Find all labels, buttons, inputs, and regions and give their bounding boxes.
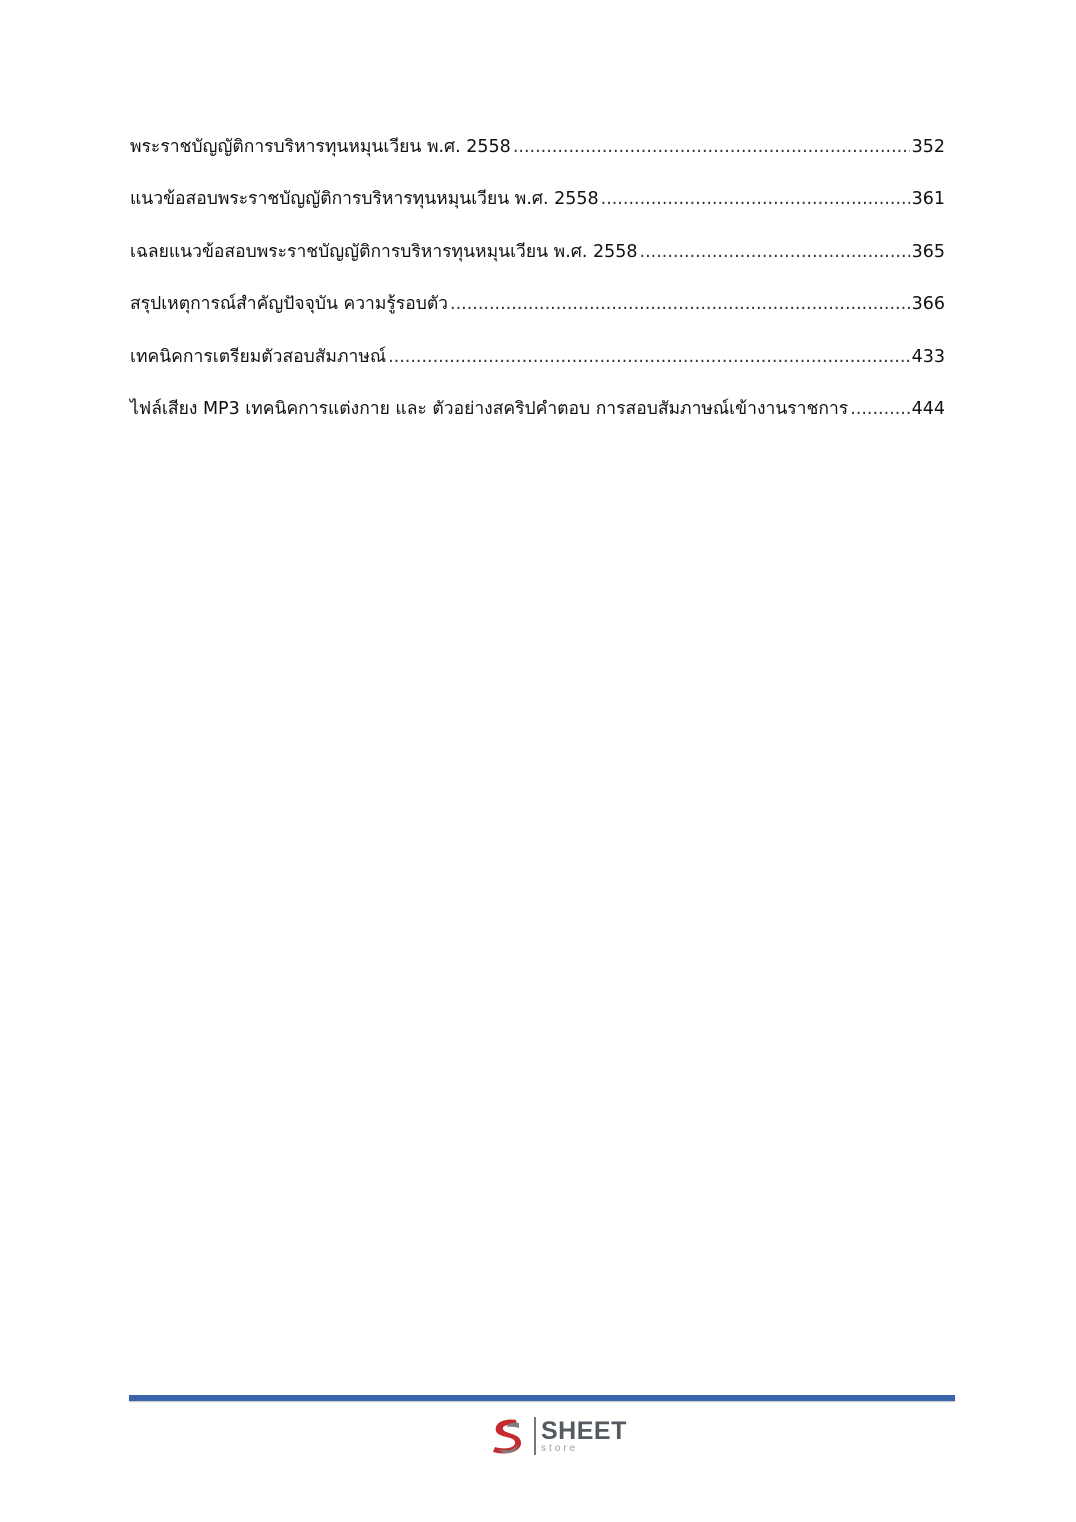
toc-entry-title: แนวข้อสอบพระราชบัญญัติการบริหารทุนหมุนเวียน พ.ศ. 2558 <box>130 189 599 210</box>
table-of-contents <box>130 133 945 447</box>
sheet-store-logo <box>486 1414 627 1458</box>
toc-entry[interactable] <box>130 395 945 447</box>
toc-entry-page: 444 <box>911 398 945 419</box>
toc-leader-dots <box>450 290 910 318</box>
toc-entry-page: 352 <box>911 137 945 157</box>
toc-entry-page: 366 <box>911 294 945 315</box>
toc-leader-dots <box>513 133 910 161</box>
toc-entry-title: เฉลยแนวข้อสอบพระราชบัญญัติการบริหารทุนหมุนเวียน พ.ศ. 2558 <box>130 241 638 262</box>
logo-wordmark <box>541 1416 627 1454</box>
footer-divider <box>129 1395 955 1401</box>
toc-entry-page: 361 <box>911 189 945 210</box>
toc-leader-dots <box>601 185 910 213</box>
sheet-store-logo-icon <box>486 1414 530 1458</box>
toc-entry[interactable] <box>130 343 945 395</box>
toc-entry-page: 365 <box>911 241 945 262</box>
toc-leader-dots <box>388 343 910 371</box>
toc-entry[interactable] <box>130 290 945 342</box>
logo-word: SHEET <box>541 1416 627 1445</box>
logo-separator <box>534 1417 536 1455</box>
toc-entry[interactable] <box>130 238 945 290</box>
toc-entry-title: เทคนิคการเตรียมตัวสอบสัมภาษณ์ <box>130 346 387 367</box>
toc-entry-page: 433 <box>911 346 945 367</box>
toc-leader-dots <box>850 395 909 423</box>
toc-entry[interactable] <box>130 133 945 185</box>
toc-entry-title: ไฟล์เสียง MP3 เทคนิคการแต่งกาย และ ตัวอย่างสคริปคำตอบ การสอบสัมภาษณ์เข้างานราชการ <box>130 398 849 419</box>
toc-entry-title: สรุปเหตุการณ์สำคัญปัจจุบัน ความรู้รอบตัว <box>130 294 449 315</box>
toc-leader-dots <box>640 238 910 266</box>
toc-entry[interactable] <box>130 185 945 237</box>
logo-subword: store <box>541 1442 579 1454</box>
toc-entry-title: พระราชบัญญัติการบริหารทุนหมุนเวียน พ.ศ. 2558 <box>130 137 511 157</box>
